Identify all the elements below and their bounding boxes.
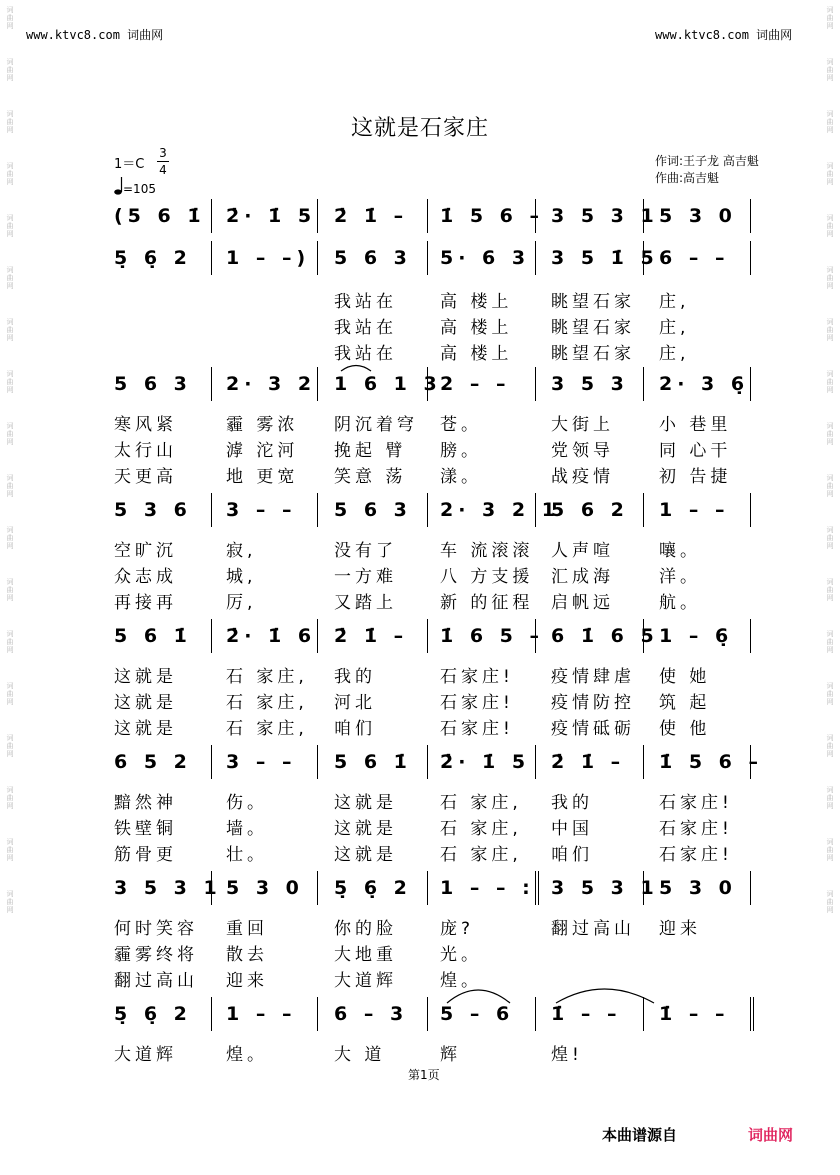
lyric-syllables: 筑 起 [659,693,711,713]
lyric-syllables: 伤。 [226,793,268,813]
staff-system [0,241,840,275]
watermark-text: 词 曲 网 [826,734,834,758]
lyric-syllables: 漾。 [440,467,482,487]
barline [535,241,536,275]
barline [211,619,212,653]
barline [211,367,212,401]
measure: 5 3 0 [659,205,737,227]
lyric-syllables: 眺望石家 [551,318,635,338]
lyric-syllables: 筋骨更 [114,845,177,865]
barline [427,745,428,779]
measure: 5 6 3 [334,247,412,269]
lyric-syllables: 煌。 [226,1045,268,1065]
barline [750,199,751,233]
measure: 2 – – [440,373,511,395]
measure: 1̇ – – [659,1003,730,1025]
lyric-syllables: 大地重 [334,945,397,965]
watermark-text: 词 曲 网 [826,890,834,914]
lyric-syllables: 石家庄! [659,793,733,813]
measure: 3 5 1̇ 5 [551,247,659,269]
barline [211,997,212,1031]
time-signature-top: 3 [159,146,167,160]
measure: 5 3 6 [114,499,192,521]
measure: 3 – – [226,751,297,773]
lyric-syllables: 石家庄! [659,819,733,839]
staff-system [0,367,840,401]
staff-system [0,997,840,1031]
measure: 1̇ – – [551,1003,622,1025]
lyric-syllables: 厉, [226,593,257,613]
watermark-text: 词 曲 网 [6,682,14,706]
lyric-syllables: 黯然神 [114,793,177,813]
lyric-syllables: 大道辉 [334,971,397,991]
watermark-text: 词 曲 网 [6,734,14,758]
watermark-text: 词 曲 网 [826,578,834,602]
lyricist: 作词:王子龙 高吉魁 [655,154,759,168]
lyric-syllables: 辉 [440,1045,461,1065]
lyric-syllables: 霾雾终将 [114,945,198,965]
lyric-syllables: 光。 [440,945,482,965]
barline [535,619,536,653]
measure: 5 6 3 [334,499,412,521]
barline [750,367,751,401]
watermark-text: 词 曲 网 [6,474,14,498]
staff-system [0,493,840,527]
lyric-syllables: 石 家庄, [226,719,308,739]
measure: 5̣ 6̣ 2 [334,877,412,899]
barline [317,367,318,401]
lyric-syllables: 航。 [659,593,701,613]
lyric-syllables: 疫情砥砺 [551,719,635,739]
watermark-text: 词 曲 网 [6,370,14,394]
barline [643,241,644,275]
watermark-text: 词 曲 网 [826,526,834,550]
page-number: 第1页 [408,1068,440,1082]
measure: 2̇· 1̇ 5 [226,205,317,227]
lyric-syllables: 阴沉着穹 [334,415,418,435]
barline [535,199,536,233]
barline [643,493,644,527]
lyric-syllables: 眺望石家 [551,292,635,312]
lyric-syllables: 汇成海 [551,567,614,587]
barline [750,745,751,779]
lyric-syllables: 车 流滚滚 [440,541,534,561]
watermark-text: 词 曲 网 [826,58,834,82]
lyric-syllables: 我的 [551,793,593,813]
measure: 5· 6 3 [440,247,531,269]
lyric-syllables: 疫情肆虐 [551,667,635,687]
barline [750,871,751,905]
lyric-syllables: 石家庄! [440,667,514,687]
lyric-syllables: 煌! [551,1045,583,1065]
barline [535,745,536,779]
measure: 2· 3 2 1 [440,499,560,521]
lyric-syllables: 战疫情 [551,467,614,487]
watermark-text: 词 曲 网 [6,214,14,238]
barline [643,745,644,779]
lyric-syllables: 煌。 [440,971,482,991]
watermark-text: 词 曲 网 [6,318,14,342]
brand-link[interactable]: 词曲网 [748,1126,794,1144]
staff-system [0,871,840,905]
lyric-syllables: 太行山 [114,441,177,461]
lyric-syllables: 同 心干 [659,441,732,461]
lyric-syllables: 我站在 [334,318,397,338]
measure: 1 6 1 3 [334,373,442,395]
staff-system [0,619,840,653]
lyric-syllables: 党领导 [551,441,614,461]
watermark-text: 词 曲 网 [6,630,14,654]
barline [317,997,318,1031]
lyric-syllables: 启帆远 [551,593,614,613]
watermark-text: 词 曲 网 [6,110,14,134]
measure: 2̇· 1̇ 5 [440,751,531,773]
lyric-syllables: 高 楼上 [440,292,513,312]
staff-system [0,745,840,779]
lyric-syllables: 苍。 [440,415,482,435]
measure: 1̇ 5 6 – [659,751,764,773]
lyric-syllables: 石 家庄, [440,819,522,839]
lyric-syllables: 中国 [551,819,593,839]
barline [427,997,428,1031]
lyric-syllables: 小 巷里 [659,415,732,435]
measure: 5̣ 6̣ 2 [114,1003,192,1025]
measure: 2̇ 1̇ – [334,205,409,227]
lyric-syllables: 我站在 [334,292,397,312]
barline [643,997,644,1031]
lyric-syllables: 使 他 [659,719,711,739]
lyric-syllables: 石 家庄, [440,845,522,865]
measure: 2· 3 6̣ [659,373,750,395]
measure: 6 – 3 [334,1003,409,1025]
measure: 1 – 6̣ [659,625,734,647]
watermark-text: 词 曲 网 [826,318,834,342]
lyric-syllables: 人声喧 [551,541,614,561]
lyric-syllables: 迎来 [659,919,701,939]
lyric-syllables: 何时笑容 [114,919,198,939]
lyric-syllables: 这就是 [114,667,177,687]
barline [643,619,644,653]
measure: 5 6 3 [114,373,192,395]
barline [535,367,536,401]
barline [211,493,212,527]
site-url-right[interactable]: www.ktvc8.com 词曲网 [655,28,793,42]
measure: 1 – – [226,1003,297,1025]
lyric-syllables: 庄, [659,344,690,364]
lyric-syllables: 一方难 [334,567,397,587]
watermark-text: 词 曲 网 [6,526,14,550]
lyric-syllables: 河北 [334,693,376,713]
lyric-syllables: 翻过高山 [114,971,198,991]
lyric-syllables: 没有了 [334,541,397,561]
barline [211,241,212,275]
lyric-syllables: 迎来 [226,971,268,991]
lyric-syllables: 众志成 [114,567,177,587]
tempo-value: =105 [123,182,156,196]
measure: 5̣ 6̣ 2 [114,247,192,269]
barline [535,997,536,1031]
barline [535,493,536,527]
watermark-text: 词 曲 网 [826,786,834,810]
watermark-text: 词 曲 网 [6,786,14,810]
barline [643,871,644,905]
lyric-syllables: 你的脸 [334,919,397,939]
barline [750,493,751,527]
lyric-syllables: 寂, [226,541,257,561]
watermark-text: 词 曲 网 [826,266,834,290]
measure: (5 6 1̇ [114,205,206,227]
lyric-syllables: 城, [226,567,257,587]
barline [427,871,428,905]
watermark-text: 词 曲 网 [6,838,14,862]
lyric-syllables: 洋。 [659,567,701,587]
lyric-syllables: 霾 雾浓 [226,415,299,435]
measure: 1 – –) [226,247,311,269]
measure: 5 6 1̇ [114,625,192,647]
composer: 作曲:高吉魁 [655,171,720,185]
measure: 3 5 3 [551,373,629,395]
watermark-text: 词 曲 网 [826,474,834,498]
barline [211,745,212,779]
lyric-syllables: 笑意 荡 [334,467,407,487]
lyric-syllables: 咱们 [334,719,376,739]
barline [535,871,539,905]
staff-system [0,199,840,233]
lyric-syllables: 咱们 [551,845,593,865]
lyric-syllables: 使 她 [659,667,711,687]
lyric-syllables: 壮。 [226,845,268,865]
lyric-syllables: 石家庄! [659,845,733,865]
barline [750,241,751,275]
lyric-syllables: 石 家庄, [226,667,308,687]
lyric-syllables: 我的 [334,667,376,687]
watermark-text: 词 曲 网 [6,58,14,82]
lyric-syllables: 翻过高山 [551,919,635,939]
lyric-syllables: 又踏上 [334,593,397,613]
lyric-syllables: 庞? [440,919,475,939]
measure: 3 5 3 1 [551,877,659,899]
lyric-syllables: 滹 沱河 [226,441,299,461]
measure: 1 – – : [440,877,535,899]
lyric-syllables: 这就是 [114,719,177,739]
lyric-syllables: 挽起 臂 [334,441,407,461]
lyric-syllables: 散去 [226,945,268,965]
measure: 3 5 3 1 [551,205,659,227]
key-signature: 1＝C [114,157,145,172]
barline [317,493,318,527]
lyric-syllables: 空旷沉 [114,541,177,561]
lyric-syllables: 地 更宽 [226,467,299,487]
barline [317,619,318,653]
measure: 5 3 0 [226,877,304,899]
measure: 6 – – [659,247,730,269]
lyric-syllables: 眺望石家 [551,344,635,364]
watermark-text: 词 曲 网 [6,422,14,446]
lyric-syllables: 石家庄! [440,719,514,739]
barline [750,997,754,1031]
barline [317,241,318,275]
measure: 6 5 2 [114,751,192,773]
time-signature-bottom: 4 [159,163,167,177]
lyric-syllables: 大 道 [334,1045,386,1065]
barline [427,241,428,275]
lyric-syllables: 新 的征程 [440,593,534,613]
measure: 1̇ 6 5 – [440,625,545,647]
barline [427,619,428,653]
lyric-syllables: 我站在 [334,344,397,364]
lyric-syllables: 嚷。 [659,541,701,561]
measure: 1 – – [659,499,730,521]
barline [427,367,428,401]
watermark-text: 词 曲 网 [826,682,834,706]
watermark-text: 词 曲 网 [826,162,834,186]
measure: 2̇ 1̇ – [334,625,409,647]
watermark-text: 词 曲 网 [826,214,834,238]
lyric-syllables: 天更高 [114,467,177,487]
lyric-syllables: 疫情防控 [551,693,635,713]
watermark-text: 词 曲 网 [826,630,834,654]
lyric-syllables: 石家庄! [440,693,514,713]
lyric-syllables: 寒风紧 [114,415,177,435]
watermark-text: 词 曲 网 [6,266,14,290]
watermark-text: 词 曲 网 [826,422,834,446]
barline [211,199,212,233]
measure: 2̇ 1̇ – [551,751,626,773]
lyric-syllables: 这就是 [114,693,177,713]
lyric-syllables: 墙。 [226,819,268,839]
watermark-text: 词 曲 网 [826,6,834,30]
barline [317,199,318,233]
measure: 5 3 0 [659,877,737,899]
barline [427,199,428,233]
watermark-text: 词 曲 网 [826,370,834,394]
lyric-syllables: 这就是 [334,793,397,813]
lyric-syllables: 膀。 [440,441,482,461]
song-title: 这就是石家庄 [350,116,489,141]
barline [750,619,751,653]
lyric-syllables: 大街上 [551,415,614,435]
watermark-text: 词 曲 网 [826,838,834,862]
measure: 5 – 6 [440,1003,515,1025]
watermark-text: 词 曲 网 [6,578,14,602]
lyric-syllables: 重回 [226,919,268,939]
lyric-syllables: 这就是 [334,819,397,839]
lyric-syllables: 再接再 [114,593,177,613]
barline [643,199,644,233]
source-label: 本曲谱源自 [602,1126,678,1144]
measure: 6 1̇ 6 5 [551,625,659,647]
measure: 2̇· 1̇ 6 [226,625,317,647]
watermark-text: 词 曲 网 [6,6,14,30]
barline [211,871,212,905]
lyric-syllables: 大道辉 [114,1045,177,1065]
watermark-text: 词 曲 网 [6,890,14,914]
measure: 3 – – [226,499,297,521]
watermark-text: 词 曲 网 [826,110,834,134]
lyric-syllables: 庄, [659,292,690,312]
measure: 1̇ 5 6 – [440,205,545,227]
lyric-syllables: 铁壁铜 [114,819,177,839]
lyric-syllables: 石 家庄, [440,793,522,813]
measure: 5 6 2 [551,499,629,521]
measure: 2· 3 2 [226,373,317,395]
lyric-syllables: 八 方支援 [440,567,534,587]
lyric-syllables: 庄, [659,318,690,338]
barline [317,871,318,905]
measure: 3 5 3 1 [114,877,222,899]
lyric-syllables: 石 家庄, [226,693,308,713]
barline [317,745,318,779]
measure: 5 6 1̇ [334,751,412,773]
lyric-syllables: 这就是 [334,845,397,865]
site-url-left[interactable]: www.ktvc8.com 词曲网 [26,28,164,42]
lyric-syllables: 初 告捷 [659,467,732,487]
lyric-syllables: 高 楼上 [440,344,513,364]
watermark-text: 词 曲 网 [6,162,14,186]
barline [427,493,428,527]
lyric-syllables: 高 楼上 [440,318,513,338]
barline [643,367,644,401]
